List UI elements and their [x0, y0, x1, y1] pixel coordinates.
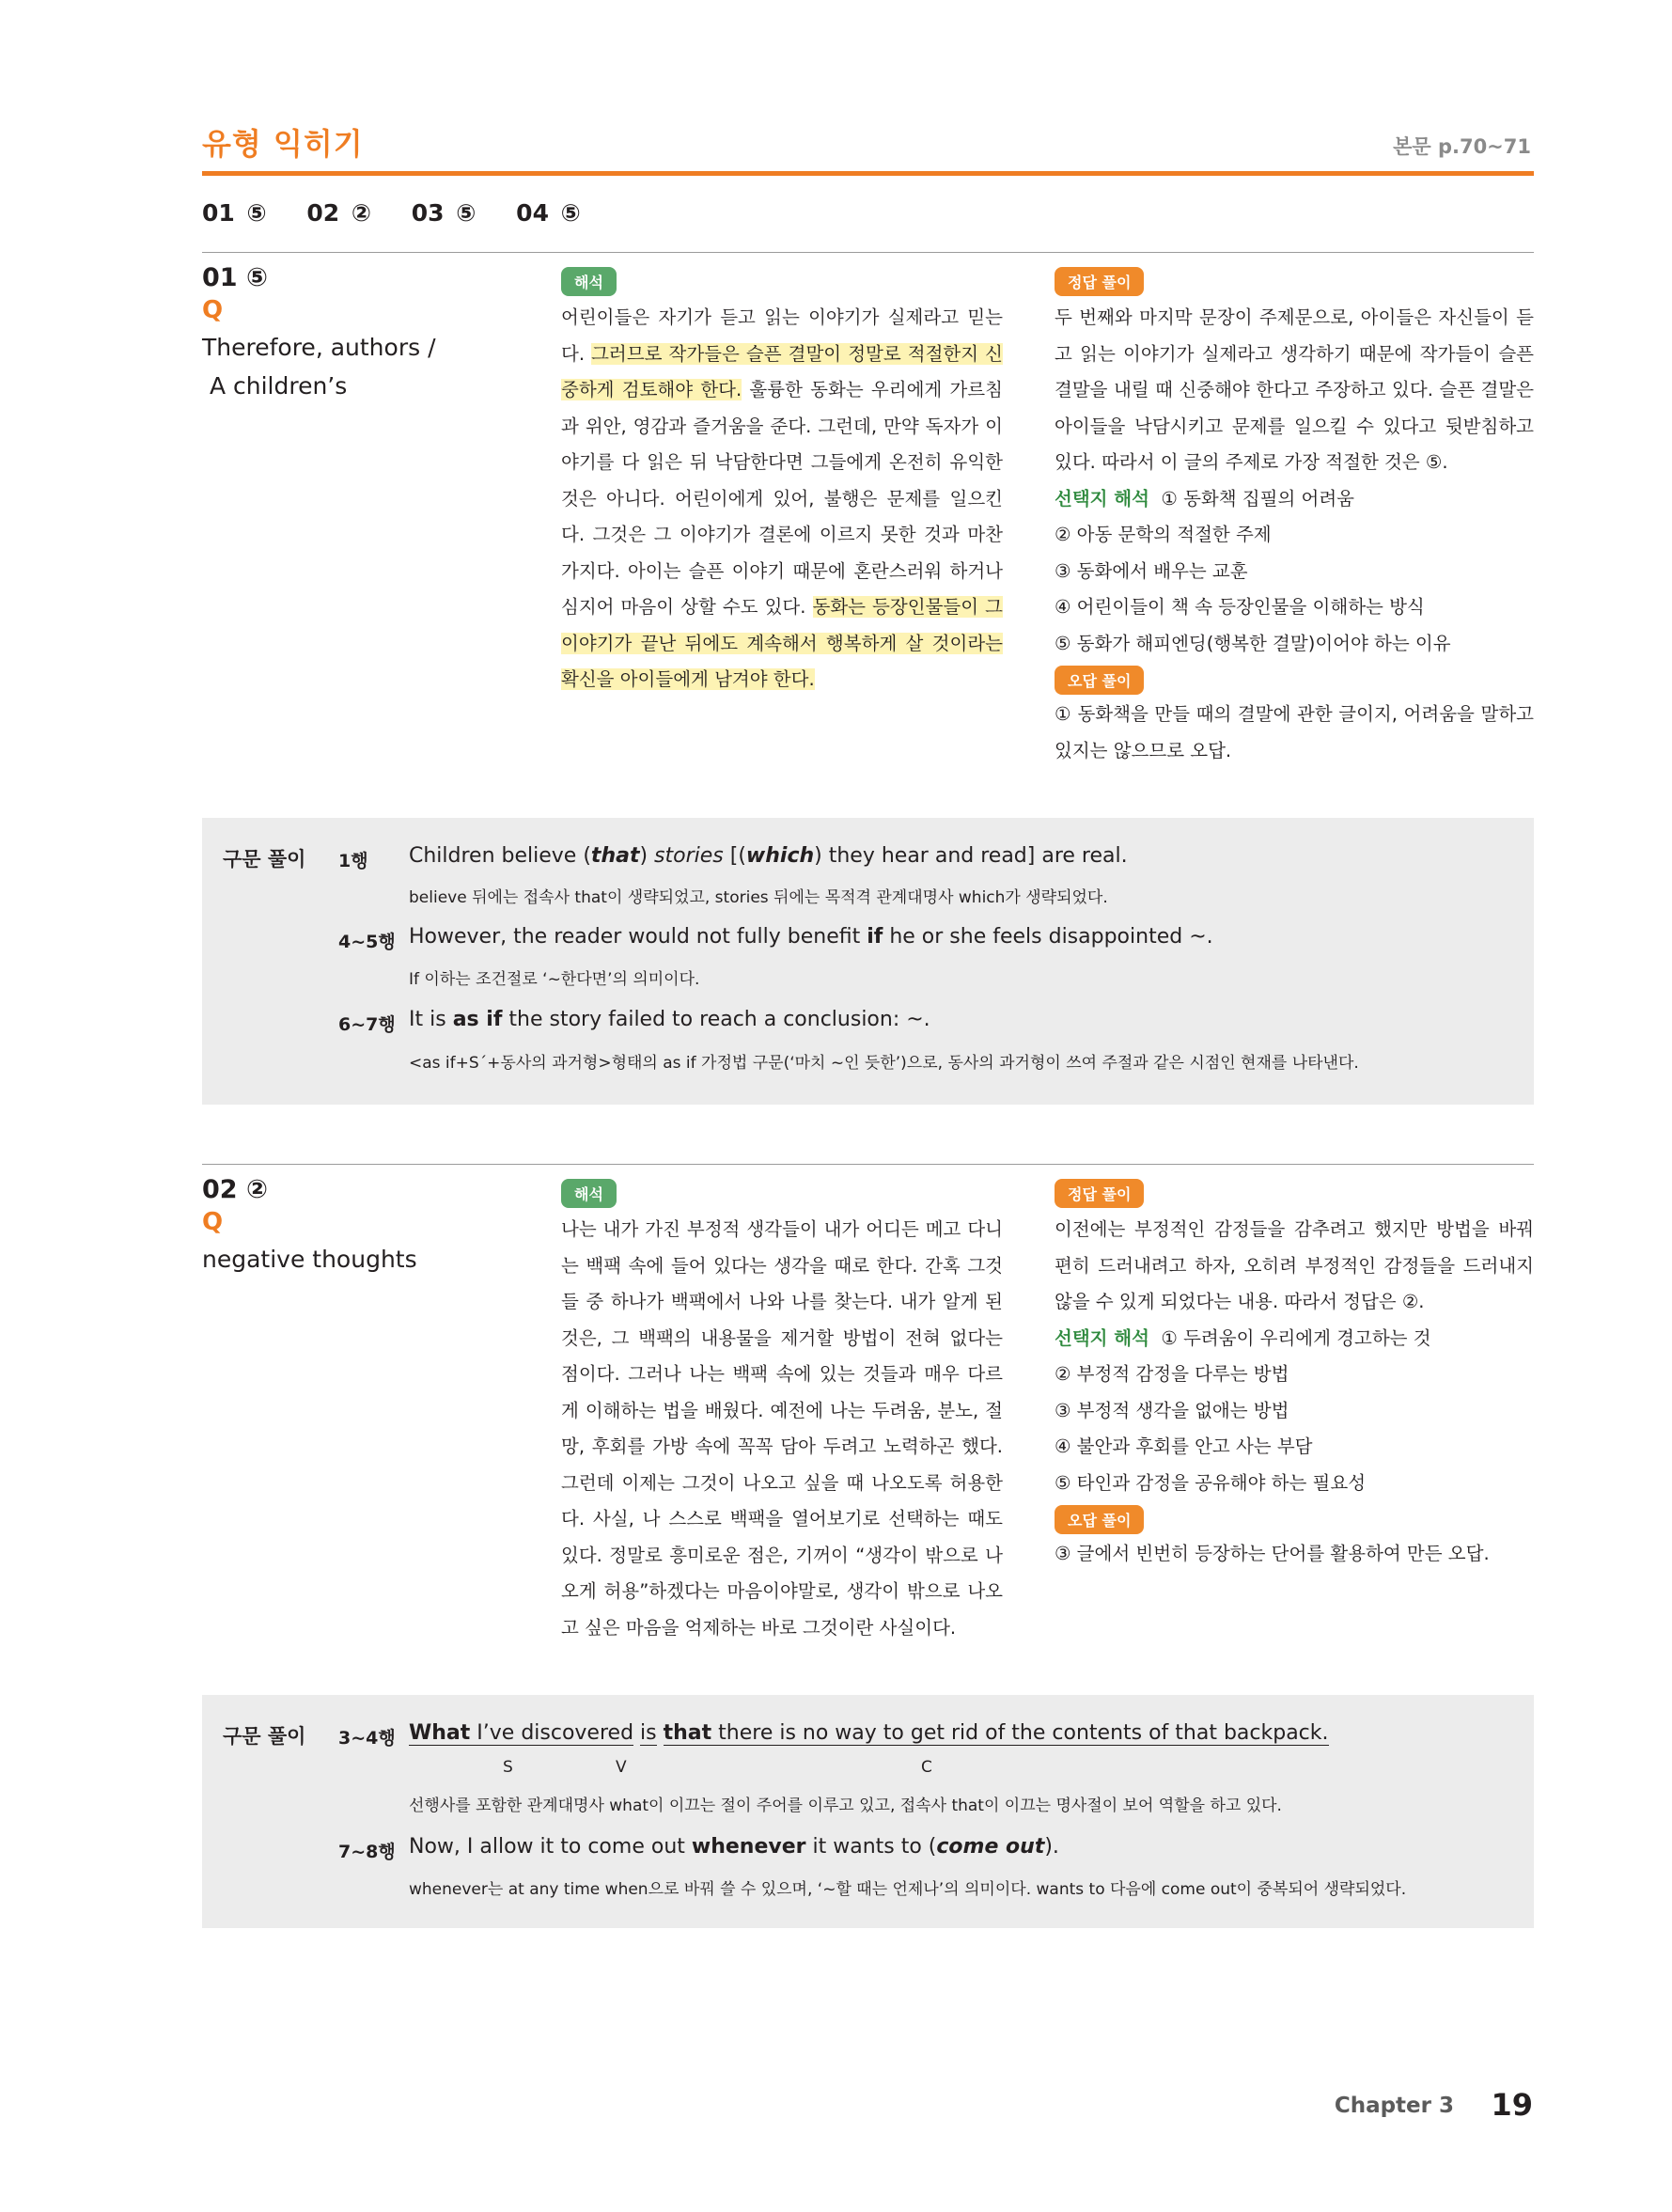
choice-item: ② 부정적 감정을 다루는 방법 [1055, 1363, 1289, 1385]
section-title: 유형 익히기 [202, 126, 364, 162]
grammar-note: <as if+S´+동사의 과거형>형태의 as if 가정법 구문(‘마치 ~인 듯한’)으로, 동사의 과거형이 쓰여 주절과 같은 시점인 현재를 나타낸다. [409, 1054, 1359, 1073]
q-text: negative thoughts [202, 1246, 417, 1273]
line-ref: 7~8행 [338, 1842, 396, 1862]
choice-item: ② 아동 문학의 적절한 주제 [1055, 524, 1272, 545]
choice-list [1055, 1321, 1534, 1502]
grammar-note: 선행사를 포함한 관계대명사 what이 이끄는 절이 주어를 이루고 있고, 접속사 that이 이끄는 명사절이 보어 역할을 하고 있다. [409, 1796, 1282, 1815]
q-text-line: A children’s [202, 372, 348, 400]
choice-item: ③ 부정적 생각을 없애는 방법 [1055, 1399, 1289, 1421]
choice-label: 선택지 해석 [1055, 1326, 1149, 1349]
q-label: Q [202, 296, 224, 324]
answer-badge: 정답 풀이 [1055, 267, 1144, 296]
grammar-sentence: Now, I allow it to come out whenever it wants to (come out). [409, 1835, 1059, 1859]
answer-explanation: 두 번째와 마지막 문장이 주제문으로, 아이들은 자신들이 듣고 읽는 이야기가 실제라고 생각하기 때문에 작가들이 슬픈 결말을 내릴 때 신중해야 한다고 주장하고 있다. 슬픈 결말은 아이들을 낙담시키고 문제를 일으킬 수 있다고 뒷받침하고 있다. 따라서 이 글의 주제로 가장 적절한 것은 ⑤. [1055, 306, 1534, 473]
answer-badge: 정답 풀이 [1055, 1179, 1144, 1208]
page-number: 19 [1491, 2087, 1533, 2123]
grammar-note: If 이하는 조건절로 ‘~한다면’의 의미이다. [409, 970, 700, 989]
question-number: 01 ⑤ [202, 263, 268, 292]
answer-key [202, 199, 609, 227]
grammar-box [202, 1695, 1534, 1928]
choice-label: 선택지 해석 [1055, 487, 1149, 510]
choice-item: ① 두려움이 우리에게 경고하는 것 [1161, 1326, 1431, 1349]
answer-key-item: 01 ⑤ [202, 199, 267, 227]
line-ref: 6~7행 [338, 1014, 396, 1035]
section-divider [202, 1164, 1534, 1165]
grammar-label: 구문 풀이 [223, 848, 306, 871]
line-ref: 4~5행 [338, 932, 396, 952]
wrong-answer-badge: 오답 풀이 [1055, 666, 1144, 695]
translation-badge: 해석 [561, 1179, 617, 1208]
q-text-line: Therefore, authors / [202, 334, 436, 361]
chapter-label: Chapter 3 [1334, 2094, 1454, 2118]
choice-item: ⑤ 동화가 해피엔딩(행복한 결말)이어야 하는 이유 [1055, 632, 1451, 654]
choice-item: ④ 어린이들이 책 속 등장인물을 이해하는 방식 [1055, 596, 1425, 618]
choice-list [1055, 481, 1534, 663]
grammar-label: 구문 풀이 [223, 1725, 306, 1748]
wrong-answer-text: ③ 글에서 빈번히 등장하는 단어를 활용하여 만든 오답. [1055, 1543, 1490, 1564]
question-2-left [202, 1175, 512, 1279]
answer-key-item: 04 ⑤ [516, 199, 581, 227]
q-label: Q [202, 1208, 224, 1236]
verb-marker: V [616, 1758, 627, 1777]
translation-text: 나는 내가 가진 부정적 생각들이 내가 어디든 메고 다니는 백팩 속에 들어 있다는 생각을 때로 한다. 간혹 그것들 중 하나가 백팩에서 나와 나를 찾는다. 내가 알게 된 것은, 그 백팩의 내용물을 제거할 방법이 전혀 없다는 점이다. 그러나 나는 백팩 속에 있는 것들과 매우 다르게 이해하는 법을 배웠다. 예전에 나는 두려움, 분노, 절망, 후회를 가방 속에 꼭꼭 담아 두려고 노력하곤 했다. 그런데 이제는 그것이 나오고 싶을 때 나오도록 허용한다. 사실, 나 스스로 백팩을 열어보기로 선택하는 때도 있다. 정말로 흥미로운 점은, 기꺼이 “생각이 밖으로 나오게 허용”하겠다는 마음이야말로, 생각이 밖으로 나오고 싶은 마음을 억제하는 바로 그것이란 사실이다. [561, 1218, 1003, 1639]
question-1-translation [561, 267, 1003, 698]
page-reference: 본문 p.70~71 [1393, 135, 1531, 158]
choice-item: ① 동화책 집필의 어려움 [1161, 487, 1355, 510]
complement-marker: C [921, 1758, 932, 1777]
question-1-left [202, 263, 512, 405]
q-text [202, 328, 512, 405]
answer-explanation: 이전에는 부정적인 감정들을 감추려고 했지만 방법을 바꿔 편히 드러내려고 하자, 오히려 부정적인 감정들을 드러내지 않을 수 있게 되었다는 내용. 따라서 정답은 ②. [1055, 1218, 1534, 1312]
question-1-explanation [1055, 267, 1534, 769]
subject-marker: S [503, 1758, 513, 1777]
grammar-sentence: However, the reader would not fully benefit if he or she feels disappointed ~. [409, 925, 1213, 949]
grammar-box [202, 818, 1534, 1105]
wrong-answer-badge: 오답 풀이 [1055, 1505, 1144, 1534]
line-ref: 3~4행 [338, 1728, 396, 1749]
header-rule [202, 171, 1534, 176]
wrong-answer-text: ① 동화책을 만들 때의 결말에 관한 글이지, 어려움을 말하고 있지는 않으므로 오답. [1055, 703, 1534, 761]
choice-item: ⑤ 타인과 감정을 공유해야 하는 필요성 [1055, 1471, 1367, 1494]
question-2-explanation [1055, 1179, 1534, 1573]
grammar-sentence: Children believe (that) stories [(which) they hear and read] are real. [409, 844, 1128, 868]
grammar-note: believe 뒤에는 접속사 that이 생략되었고, stories 뒤에는 목적격 관계대명사 which가 생략되었다. [409, 888, 1108, 907]
section-divider [202, 252, 1534, 253]
grammar-sentence: It is as if the story failed to reach a conclusion: ~. [409, 1008, 930, 1031]
line-ref: 1행 [338, 851, 368, 871]
translation-badge: 해석 [561, 267, 617, 296]
grammar-note: whenever는 at any time when으로 바꿔 쓸 수 있으며, ‘~할 때는 언제나’의 의미이다. wants to 다음에 come out이 중복되어 생략되었다. [409, 1880, 1407, 1899]
question-2-translation [561, 1179, 1003, 1646]
answer-key-item: 02 ② [306, 199, 372, 227]
question-number: 02 ② [202, 1175, 268, 1204]
answer-key-item: 03 ⑤ [411, 199, 477, 227]
choice-item: ③ 동화에서 배우는 교훈 [1055, 559, 1248, 582]
grammar-sentence: What I’ve discovered is that there is no way to get rid of the contents of that backpack. [409, 1721, 1329, 1745]
choice-item: ④ 불안과 후회를 안고 사는 부담 [1055, 1435, 1313, 1457]
translation-text: 어린이들은 자기가 듣고 읽는 이야기가 실제라고 믿는다. 그러므로 작가들은 슬픈 결말이 정말로 적절한지 신중하게 검토해야 한다. 훌륭한 동화는 우리에게 가르침과 위안, 영감과 즐거움을 준다. 그런데, 만약 독자가 이야기를 다 읽은 뒤 낙담한다면 그들에게 온전히 유익한 것은 아니다. 어린이에게 있어, 불행은 문제를 일으킨다. 그것은 그 이야기가 결론에 이르지 못한 것과 마찬가지다. 아이는 슬픈 이야기 때문에 혼란스러워 하거나 심지어 마음이 상할 수도 있다. 동화는 등장인물들이 그 이야기가 끝난 뒤에도 계속해서 행복하게 살 것이라는 확신을 아이들에게 남겨야 한다. [561, 306, 1003, 690]
